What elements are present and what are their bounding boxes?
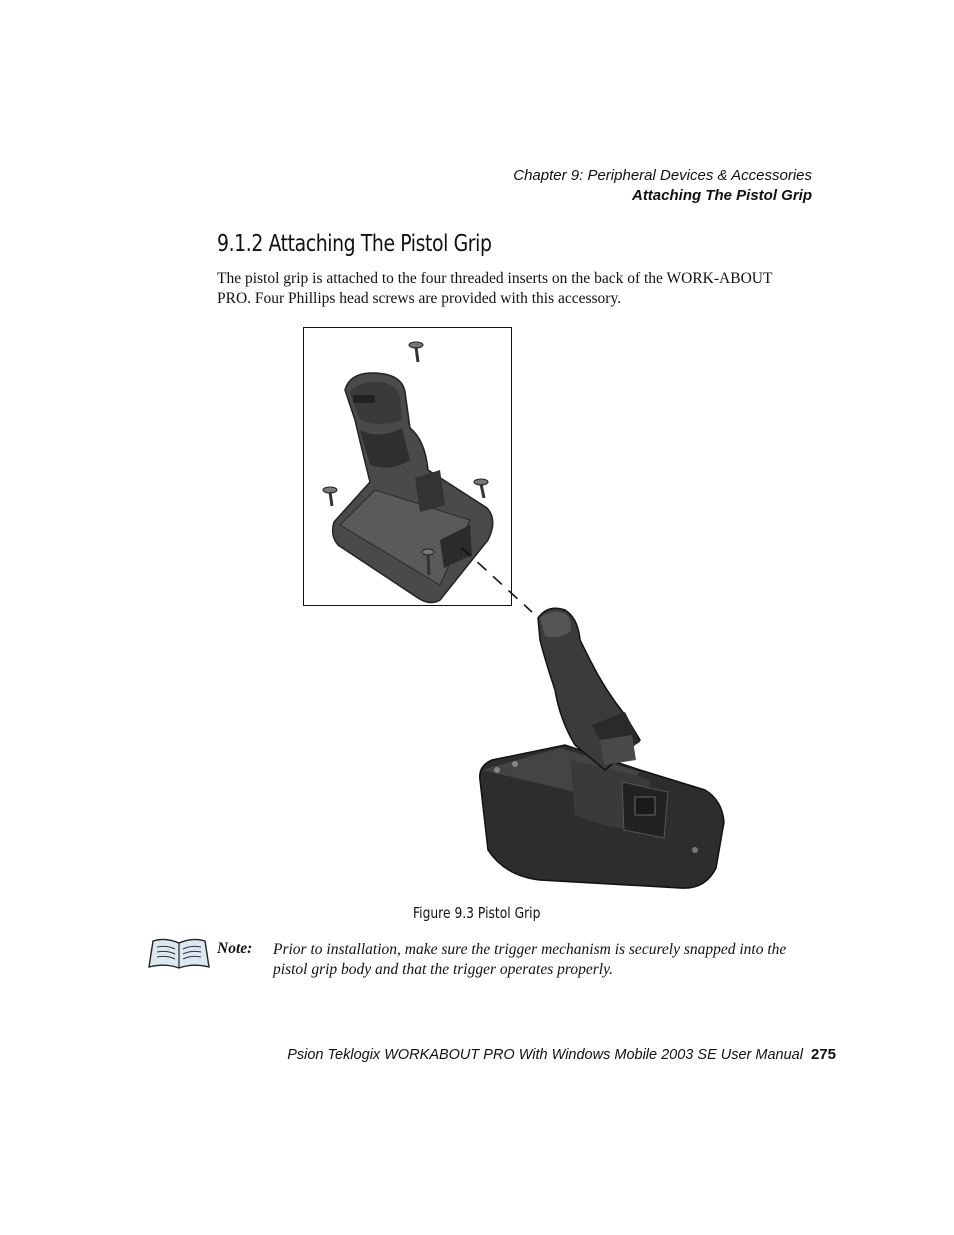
running-header-section: Attaching The Pistol Grip bbox=[631, 187, 812, 204]
screw-icon bbox=[323, 487, 337, 506]
note-text: Prior to installation, make sure the trigger mechanism is securely snapped into the pistol grip body and that the trigger operates properly. bbox=[273, 941, 787, 978]
inset-pistol-grip bbox=[323, 342, 493, 603]
screw-icon bbox=[474, 479, 488, 498]
figure-caption: Figure 9.3 Pistol Grip bbox=[413, 904, 541, 922]
screw-icon bbox=[409, 342, 423, 362]
body-paragraph: The pistol grip is attached to the four threaded inserts on the back of the WORK-ABOUT PRO. Four Phillips head screws are provided with this accessory. bbox=[217, 270, 773, 307]
section-title: 9.1.2 Attaching The Pistol Grip bbox=[217, 231, 492, 257]
device-with-pistol-grip bbox=[480, 608, 724, 888]
footer-manual-title: Psion Teklogix WORKABOUT PRO With Windows Mobile 2003 SE User Manual bbox=[287, 1047, 803, 1063]
running-header-chapter: Chapter 9: Peripheral Devices & Accessories bbox=[513, 167, 812, 184]
page-footer bbox=[287, 1046, 836, 1063]
open-book-icon bbox=[147, 937, 211, 971]
pistol-grip-illustration bbox=[0, 320, 954, 900]
note-label: Note: bbox=[217, 940, 253, 957]
page-number: 275 bbox=[810, 1046, 836, 1063]
